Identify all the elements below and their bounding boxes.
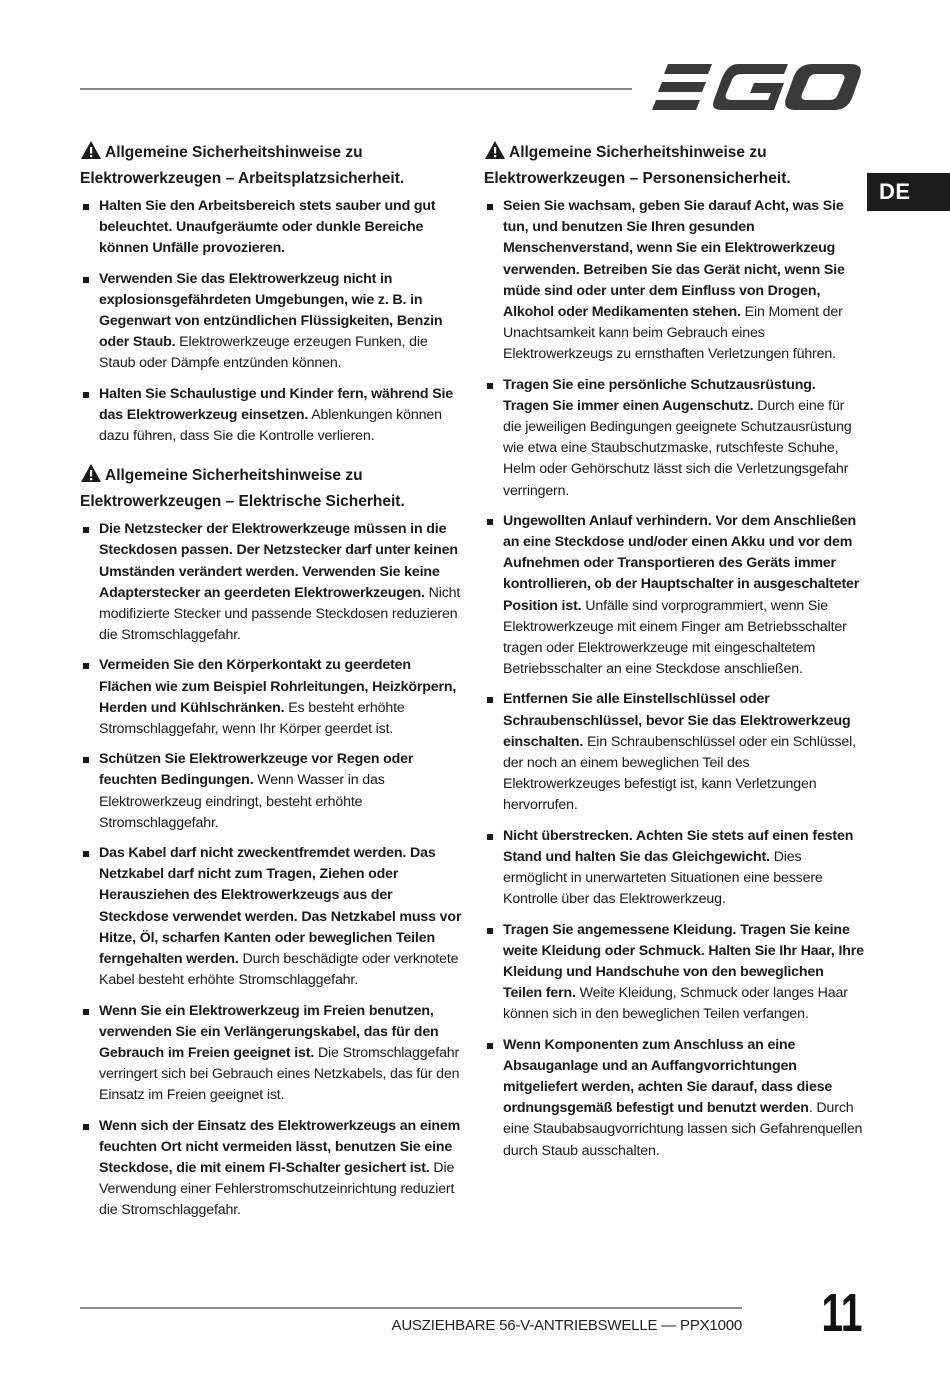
list-item: Schützen Sie Elektrowerkzeuge vor Regen oder feuchten Bedingungen. Wenn Wasser in das Elektrowerkzeug eindringt, besteht erhöhte Stromschlaggefahr. — [80, 749, 465, 834]
list-item: Das Kabel darf nicht zweckentfremdet werden. Das Netzkabel darf nicht zum Tragen, Ziehen oder Herausziehen des Elektrowerkzeugs aus der Steckdose verwendet werden. Das Netzkabel muss vor Hitze, Öl, scharfen Kanten oder beweglichen Teilen ferngehalten werden. Durch beschädigte oder verknotete Kabel besteht erhöhte Stromschlaggefahr. — [80, 843, 465, 991]
right-column — [484, 140, 864, 1171]
header-rule — [80, 88, 632, 90]
list-item: Ungewollten Anlauf verhindern. Vor dem Anschließen an eine Steckdose und/oder einen Akku und vor dem Aufnehmen oder Transportieren des Geräts immer kontrollieren, ob der Hauptschalter in ausgeschalteter Position ist. Unfälle sind vorprogrammiert, wenn Sie Elektrowerkzeuge mit einem Finger am Betriebsschalter tragen oder Elektrowerkzeuge mit eingeschaltetem Betriebsschalter an eine Steckdose anschließen. — [484, 511, 864, 681]
list-item: Tragen Sie eine persönliche Schutzausrüstung. Tragen Sie immer einen Augenschutz. Durch eine für die jeweiligen Bedingungen geeignete Schutzausrüstung wie etwa eine Staubschutzmaske, rutschfeste Schuhe, Helm oder Gehörschutz lässt sich die Verletzungsgefahr verringern. — [484, 375, 864, 502]
section-heading: Allgemeine Sicherheitshinweise zu Elektrowerkzeugen – Arbeitsplatzsicherheit. — [80, 140, 465, 190]
bullet-icon — [83, 392, 89, 398]
list-item: Halten Sie den Arbeitsbereich stets sauber und gut beleuchtet. Unaufgeräumte oder dunkle Bereiche können Unfälle provozieren. — [80, 196, 465, 260]
bullet-icon — [83, 1009, 89, 1015]
list-item: Entfernen Sie alle Einstellschlüssel oder Schraubenschlüssel, bevor Sie das Elektrowerkzeug einschalten. Ein Schraubenschlüssel oder ein Schlüssel, der noch an einem beweglichen Teil des Elektrowerkzeuges befestigt ist, kann Verletzungen hervorrufen. — [484, 689, 864, 816]
ego-logo — [650, 62, 862, 114]
list-item: Nicht überstrecken. Achten Sie stets auf einen festen Stand und halten Sie das Gleichgewicht. Dies ermöglicht in unerwarteten Situationen eine bessere Kontrolle über das Elektrowerkzeug. — [484, 826, 864, 911]
list-item: Halten Sie Schaulustige und Kinder fern, während Sie das Elektrowerkzeug einsetzen. Ablenkungen können dazu führen, dass Sie die Kontrolle verlieren. — [80, 384, 465, 448]
bullet-icon — [487, 697, 493, 703]
bullet-icon — [83, 663, 89, 669]
bullet-icon — [83, 204, 89, 210]
list-item: Wenn Sie ein Elektrowerkzeug im Freien benutzen, verwenden Sie ein Verlängerungskabel, das für den Gebrauch im Freien geeignet ist. Die Stromschlaggefahr verringert sich bei Gebrauch eines Netzkabels, das für den Einsatz im Freien geeignet ist. — [80, 1001, 465, 1107]
left-column — [80, 140, 465, 1231]
bullet-list — [80, 196, 465, 447]
bullet-icon — [487, 383, 493, 389]
list-item: Wenn Komponenten zum Anschluss an eine Absauganlage und an Auffangvorrichtungen mitgeliefert werden, achten Sie darauf, dass diese ordnungsgemäß befestigt und benutzt werden. Durch eine Staubabsaugvorrichtung lassen sich Gefahrenquellen durch Staub ausschalten. — [484, 1035, 864, 1162]
bullet-icon — [83, 277, 89, 283]
list-item: Verwenden Sie das Elektrowerkzeug nicht in explosionsgefährdeten Umgebungen, wie z. B. in Gegenwart von entzündlichen Flüssigkeiten, Benzin oder Staub. Elektrowerkzeuge erzeugen Funken, die Staub oder Dämpfe entzünden können. — [80, 269, 465, 375]
list-item: Vermeiden Sie den Körperkontakt zu geerdeten Flächen wie zum Beispiel Rohrleitungen, Heizkörpern, Herden und Kühlschränken. Es besteht erhöhte Stromschlaggefahr, wenn Ihr Körper geerdet ist. — [80, 655, 465, 740]
warning-icon — [80, 140, 102, 167]
list-item: Tragen Sie angemessene Kleidung. Tragen Sie keine weite Kleidung oder Schmuck. Halten Sie Ihr Haar, Ihre Kleidung und Handschuhe von den beweglichen Teilen fern. Weite Kleidung, Schmuck oder langes Haar können sich in den beweglichen Teilen verfangen. — [484, 920, 864, 1026]
bullet-icon — [83, 757, 89, 763]
bullet-icon — [83, 527, 89, 533]
footer-rule — [80, 1307, 742, 1309]
bullet-list — [80, 519, 465, 1221]
list-item: Wenn sich der Einsatz des Elektrowerkzeugs an einem feuchten Ort nicht vermeiden lässt, benutzen Sie eine Steckdose, die mit einem FI-Schalter gesichert ist. Die Verwendung einer Fehlerstromschutzeinrichtung reduziert die Stromschlaggefahr. — [80, 1116, 465, 1222]
footer-title: AUSZIEHBARE 56-V-ANTRIEBSWELLE — PPX1000 — [391, 1317, 742, 1334]
warning-icon — [484, 140, 506, 167]
list-item: Die Netzstecker der Elektrowerkzeuge müssen in die Steckdosen passen. Der Netzstecker darf unter keinen Umständen verändert werden. Verwenden Sie keine Adapterstecker an geerdeten Elektrowerkzeugen. Nicht modifizierte Stecker und passende Steckdosen reduzieren die Stromschlaggefahr. — [80, 519, 465, 646]
section-personal-safety — [484, 140, 864, 1162]
bullet-icon — [487, 519, 493, 525]
warning-icon — [80, 463, 102, 490]
language-tab: DE — [867, 173, 950, 211]
bullet-icon — [83, 851, 89, 857]
bullet-icon — [83, 1124, 89, 1130]
bullet-icon — [487, 928, 493, 934]
section-workplace-safety — [80, 140, 465, 447]
bullet-list — [484, 196, 864, 1162]
bullet-icon — [487, 834, 493, 840]
list-item: Seien Sie wachsam, geben Sie darauf Acht, was Sie tun, und benutzen Sie Ihren gesunden Menschenverstand, wenn Sie ein Elektrowerkzeug verwenden. Betreiben Sie das Gerät nicht, wenn Sie müde sind oder unter dem Einfluss von Drogen, Alkohol oder Medikamenten stehen. Ein Moment der Unachtsamkeit kann beim Gebrauch eines Elektrowerkzeugs zu ernsthaften Verletzungen führen. — [484, 196, 864, 366]
section-electrical-safety — [80, 463, 465, 1221]
bullet-icon — [487, 204, 493, 210]
bullet-icon — [487, 1043, 493, 1049]
page-number: 11 — [821, 1283, 863, 1343]
section-heading: Allgemeine Sicherheitshinweise zu Elektrowerkzeugen – Personensicherheit. — [484, 140, 864, 190]
section-heading: Allgemeine Sicherheitshinweise zu Elektrowerkzeugen – Elektrische Sicherheit. — [80, 463, 465, 513]
